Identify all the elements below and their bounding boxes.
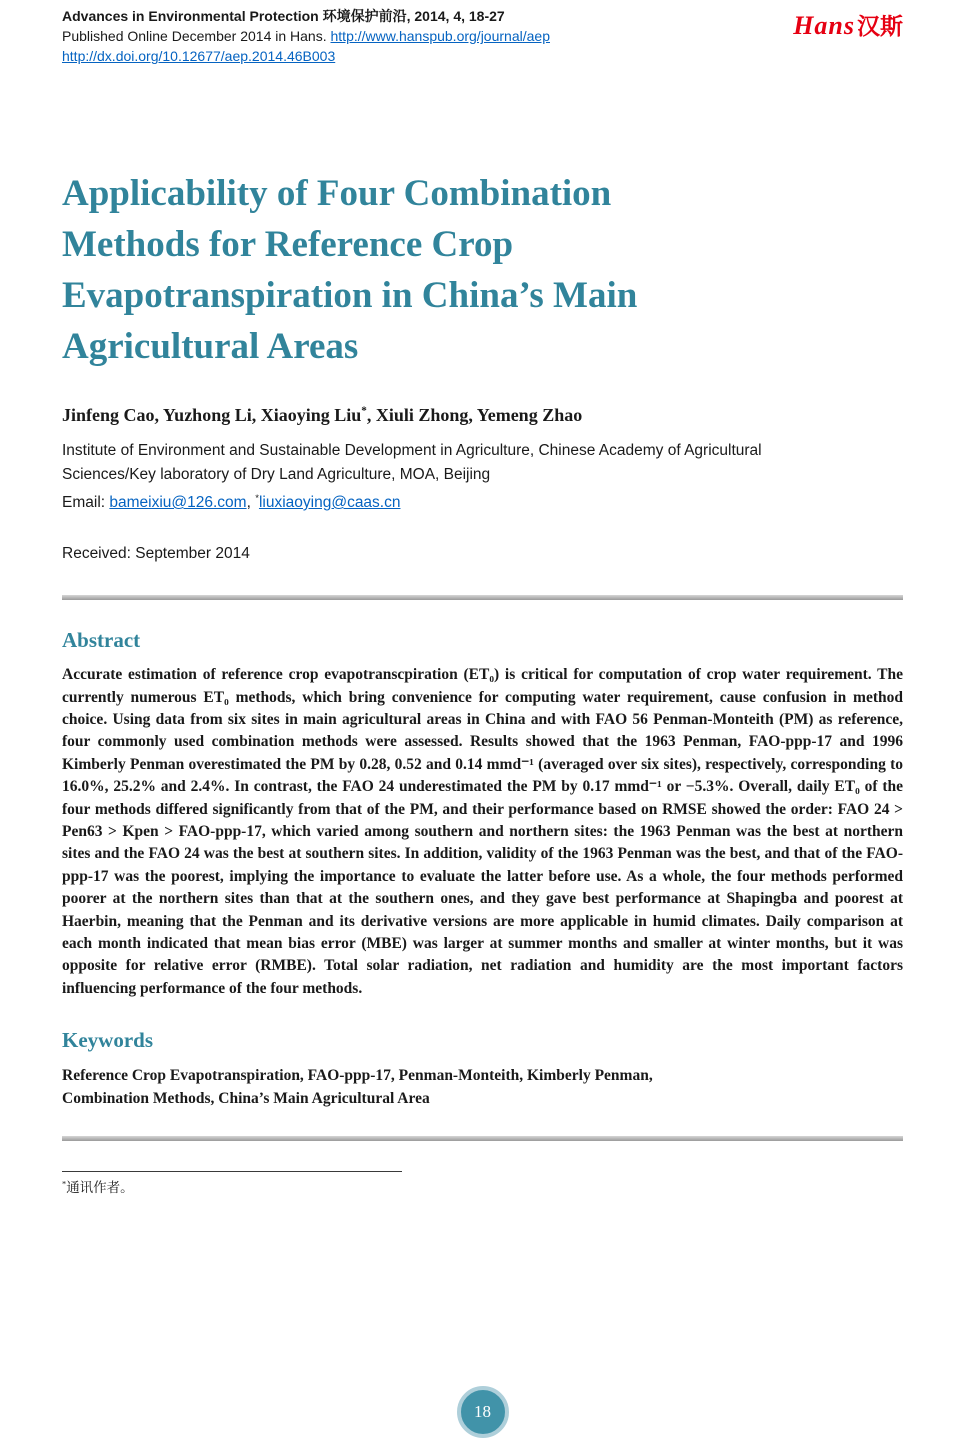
affiliation-line-1: Institute of Environment and Sustainable Development in Agriculture, Chinese Academy of Agricultural: [62, 442, 762, 459]
article-title-line-2: Methods for Reference Crop: [62, 224, 514, 265]
abstract-heading: Abstract: [62, 628, 141, 653]
section-divider-top: [62, 595, 903, 600]
journal-header: [62, 6, 903, 66]
authors-before-asterisk: Jinfeng Cao, Yuzhong Li, Xiaoying Liu: [62, 405, 362, 425]
section-divider-bottom: [62, 1136, 903, 1141]
corresponding-author-asterisk: *: [361, 405, 367, 417]
footnote-text: [62, 1172, 903, 1196]
hans-logo: [793, 6, 903, 41]
email-separator: ,: [246, 494, 256, 512]
doi-url-link[interactable]: http://dx.doi.org/10.12677/aep.2014.46B003: [62, 48, 336, 64]
footnote-label: 通讯作者。: [66, 1180, 134, 1196]
abstract-body: Accurate estimation of reference crop evapotranscpiration (ET₀) is critical for computation of crop water requirement. The currently numerous ET₀ methods, which bring convenience for computing water requirement, cause confusion in method choice. Using data from six sites in main agricultural areas in China and with FAO 56 Penman-Monteith (PM) as reference, four commonly used combination methods were assessed. Results showed that the 1963 Penman, FAO-ppp-17 and 1996 Kimberly Penman overestimated the PM by 0.28, 0.52 and 0.14 mmd⁻¹ (averaged over six sites), respectively, corresponding to 16.0%, 25.2% and 2.4%. In contrast, the FAO 24 underestimated the PM by 0.17 mmd⁻¹ or −5.3%. Overall, daily ET₀ of the four methods differed significantly from that of the PM, and their performance based on RMSE showed the order: FAO 24 > Pen63 > Kpen > FAO-ppp-17, which varied among southern and northern sites: the 1963 Penman was the best at northern sites and the FAO 24 was the best at southern sites. In addition, validity of the 1963 Penman was the best, and that of the FAO-ppp-17 was the poorest, implying the importance to evaluate the latter before use. As a whole, the four methods performed poorer at the northern sites than that at the southern ones, and they gave best performance at Shapingba and poorest at Haerbin, meaning that the Penman and its derivative versions are more applicable in humid climates. Daily comparison at each month indicated that mean bias error (MBE) was larger at summer months and smaller at winter months, but it was opposite for relative error (RMBE). Total solar radiation, net radiation and humidity are the most important factors influencing performance of the four methods.: [62, 666, 903, 997]
article-title-line-1: Applicability of Four Combination: [62, 173, 612, 214]
footnote-asterisk: *: [62, 1179, 67, 1189]
journal-header-text: [62, 6, 550, 66]
author-list: [62, 405, 903, 426]
page-number-badge: 18: [457, 1386, 509, 1438]
received-date: Received: September 2014: [62, 545, 250, 563]
email-primary-link[interactable]: bameixiu@126.com: [109, 494, 247, 512]
keywords-line-2: Combination Methods, China’s Main Agricultural Area: [62, 1090, 430, 1108]
journal-url-link[interactable]: http://www.hanspub.org/journal/aep: [330, 28, 550, 44]
affiliation: [62, 439, 903, 487]
email-label: Email:: [62, 494, 110, 512]
journal-citation: Advances in Environmental Protection 环境保护前沿, 2014, 4, 18-27: [62, 8, 505, 24]
email-corresponding-link[interactable]: liuxiaoying@caas.cn: [258, 494, 401, 512]
article-title-line-4: Agricultural Areas: [62, 326, 359, 367]
email-asterisk: *: [255, 493, 259, 504]
published-prefix: Published Online December 2014 in Hans.: [62, 28, 331, 44]
doi-line: [62, 46, 550, 66]
footnote: [62, 1171, 903, 1196]
article-title-line-3: Evapotranspiration in China’s Main: [62, 275, 638, 316]
affiliation-line-2: Sciences/Key laboratory of Dry Land Agriculture, MOA, Beijing: [62, 466, 491, 483]
hans-logo-wordmark: Hans: [793, 11, 855, 40]
email-line: [62, 487, 903, 515]
authors-after-asterisk: , Xiuli Zhong, Yemeng Zhao: [366, 405, 583, 425]
published-line: [62, 26, 550, 46]
keywords-body: [62, 1064, 903, 1110]
keywords-line-1: Reference Crop Evapotranspiration, FAO-ppp-17, Penman-Monteith, Kimberly Penman,: [62, 1067, 653, 1085]
article-title: [62, 168, 903, 372]
hans-logo-chinese: 汉斯: [857, 13, 903, 39]
keywords-heading: Keywords: [62, 1028, 153, 1053]
